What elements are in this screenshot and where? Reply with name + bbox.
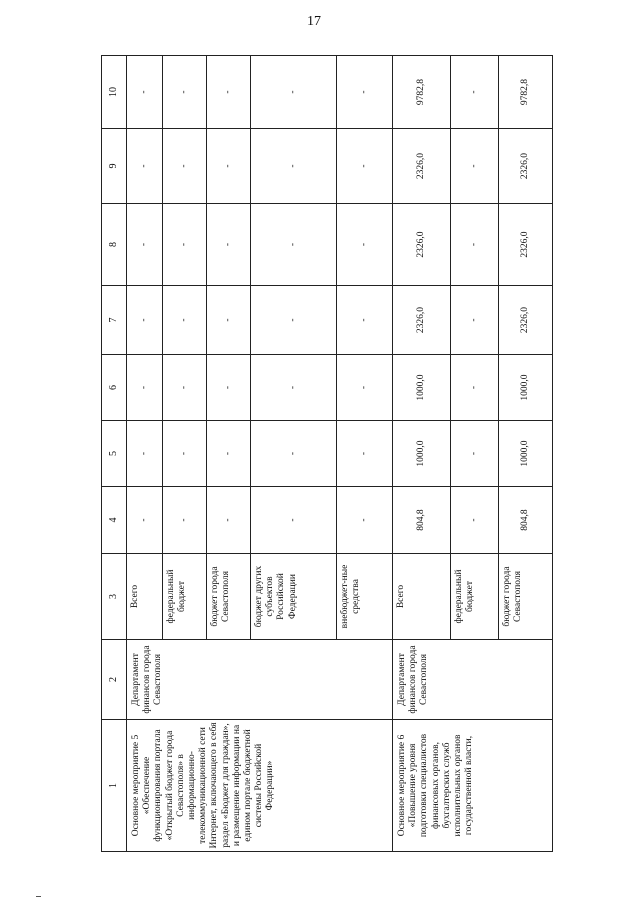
value-cell: -: [207, 204, 251, 286]
header-cell: 6: [102, 355, 127, 421]
header-cell: 4: [102, 487, 127, 554]
value-cell: 9782,8: [393, 56, 451, 129]
header-cell: 10: [102, 56, 127, 129]
value-cell: -: [251, 129, 337, 204]
header-cell: 2: [102, 640, 127, 720]
value-cell: -: [251, 56, 337, 129]
funding-source: федеральный бюджет: [451, 554, 499, 640]
table-row: [127, 56, 163, 852]
header-cell: 8: [102, 204, 127, 286]
value-cell: 2326,0: [393, 286, 451, 355]
value-cell: -: [127, 487, 163, 554]
value-cell: -: [451, 355, 499, 421]
value-cell: 2326,0: [499, 129, 553, 204]
header-row: [102, 56, 127, 852]
value-cell: -: [337, 56, 393, 129]
budget-table: [101, 55, 553, 852]
value-cell: 804,8: [499, 487, 553, 554]
funding-source: бюджет города Севастополя: [207, 554, 251, 640]
table-row: [393, 56, 451, 852]
value-cell: -: [127, 286, 163, 355]
value-cell: 2326,0: [393, 129, 451, 204]
value-cell: -: [451, 204, 499, 286]
value-cell: -: [251, 286, 337, 355]
value-cell: 1000,0: [499, 421, 553, 487]
responsible-executor: Департамент финансов города Севастополя: [393, 640, 553, 720]
responsible-executor: Департамент финансов города Севастополя: [127, 640, 393, 720]
measure-description: Основное мероприятие 6 «Повышение уровня подготовки специалистов финансовых органов, бухгалтерских служб исполнительных органов государственной власти,: [393, 720, 553, 852]
value-cell: -: [127, 129, 163, 204]
scan-mark: [36, 896, 41, 897]
value-cell: 1000,0: [499, 355, 553, 421]
value-cell: 2326,0: [499, 204, 553, 286]
funding-source: федеральный бюджет: [163, 554, 207, 640]
value-cell: -: [337, 355, 393, 421]
value-cell: -: [451, 421, 499, 487]
value-cell: -: [127, 355, 163, 421]
value-cell: -: [451, 286, 499, 355]
value-cell: -: [251, 487, 337, 554]
page-number: 17: [307, 14, 321, 29]
funding-source: Всего: [393, 554, 451, 640]
value-cell: -: [207, 355, 251, 421]
value-cell: -: [337, 487, 393, 554]
value-cell: 2326,0: [393, 204, 451, 286]
value-cell: -: [163, 129, 207, 204]
value-cell: 2326,0: [499, 286, 553, 355]
value-cell: 1000,0: [393, 421, 451, 487]
value-cell: -: [163, 204, 207, 286]
value-cell: -: [207, 421, 251, 487]
measure-description: Основное мероприятие 5 «Обеспечение функционирования портала «Открытый бюджет города Севастополя» в информационно-телекоммуникационной сети Интернет, включающего в себя раздел «Бюджет для граждан», и размещение информации на едином портале бюджетной системы Российской Федерации»: [127, 720, 393, 852]
value-cell: -: [251, 421, 337, 487]
value-cell: -: [207, 286, 251, 355]
rotated-table-container: [101, 56, 553, 852]
value-cell: -: [207, 129, 251, 204]
value-cell: -: [163, 421, 207, 487]
funding-source: Всего: [127, 554, 163, 640]
value-cell: -: [451, 56, 499, 129]
value-cell: 804,8: [393, 487, 451, 554]
funding-source: бюджет города Севастополя: [499, 554, 553, 640]
header-cell: 7: [102, 286, 127, 355]
header-cell: 3: [102, 554, 127, 640]
value-cell: -: [127, 421, 163, 487]
header-cell: 1: [102, 720, 127, 852]
value-cell: -: [163, 56, 207, 129]
funding-source: внебюджет-ные средства: [337, 554, 393, 640]
value-cell: -: [207, 487, 251, 554]
value-cell: 1000,0: [393, 355, 451, 421]
value-cell: -: [337, 204, 393, 286]
table-body: [102, 56, 553, 852]
value-cell: -: [251, 355, 337, 421]
value-cell: -: [337, 286, 393, 355]
value-cell: -: [337, 129, 393, 204]
value-cell: -: [451, 129, 499, 204]
value-cell: -: [251, 204, 337, 286]
value-cell: -: [127, 204, 163, 286]
header-cell: 9: [102, 129, 127, 204]
value-cell: -: [207, 56, 251, 129]
value-cell: -: [163, 286, 207, 355]
value-cell: -: [163, 487, 207, 554]
header-cell: 5: [102, 421, 127, 487]
value-cell: -: [163, 355, 207, 421]
value-cell: -: [337, 421, 393, 487]
funding-source: бюджет других субъектов Российской Федерации: [251, 554, 337, 640]
value-cell: 9782,8: [499, 56, 553, 129]
value-cell: -: [127, 56, 163, 129]
value-cell: -: [451, 487, 499, 554]
